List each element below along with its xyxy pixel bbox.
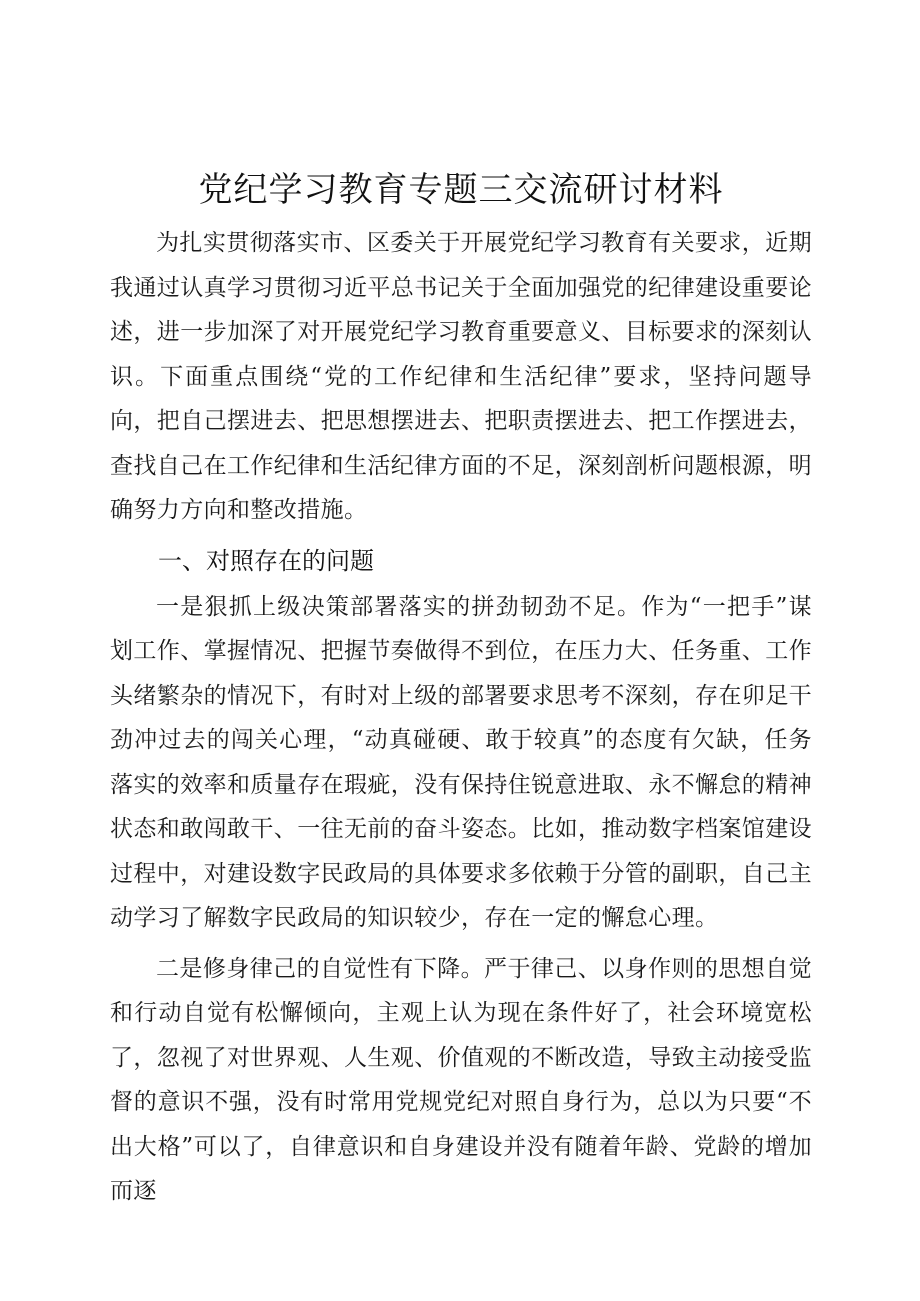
paragraph-problem-2: 二是修身律己的自觉性有下降。严于律己、以身作则的思想自觉和行动自觉有松懈倾向，主观上认为现在条件好了，社会环境宽松了，忽视了对世界观、人生观、价值观的不断改造，导致主动接受监督的意识不强，没有时常用党规党纪对照自身行为，总以为只要“不出大格”可以了，自律意识和自身建设并没有随着年龄、党龄的增加而逐 xyxy=(110,955,812,1204)
document-title: 党纪学习教育专题三交流研讨材料 xyxy=(198,170,724,210)
intro-paragraph: 为扎实贯彻落实市、区委关于开展党纪学习教育有关要求，近期我通过认真学习贯彻习近平总书记关于全面加强党的纪律建设重要论述，进一步加深了对开展党纪学习教育重要意义、目标要求的深刻认识。下面重点围绕“党的工作纪律和生活纪律”要求，坚持问题导向，把自己摆进去、把思想摆进去、把职责摆进去、把工作摆进去，查找自己在工作纪律和生活纪律方面的不足，深刻剖析问题根源，明确努力方向和整改措施。 xyxy=(110,230,812,523)
document-body xyxy=(110,165,812,1214)
section-heading-problems: 一、对照存在的问题 xyxy=(158,546,374,575)
paragraph-problem-1: 一是狠抓上级决策部署落实的拼劲韧劲不足。作为“一把手”谋划工作、掌握情况、把握节奏做得不到位，在压力大、任务重、工作头绪繁杂的情况下，有时对上级的部署要求思考不深刻，存在卯足干劲冲过去的闯关心理，“动真碰硬、敢于较真”的态度有欠缺，任务落实的效率和质量存在瑕疵，没有保持住锐意进取、永不懈怠的精神状态和敢闯敢干、一往无前的奋斗姿态。比如，推动数字档案馆建设过程中，对建设数字民政局的具体要求多依赖于分管的副职，自己主动学习了解数字民政局的知识较少，存在一定的懈怠心理。 xyxy=(110,593,812,931)
